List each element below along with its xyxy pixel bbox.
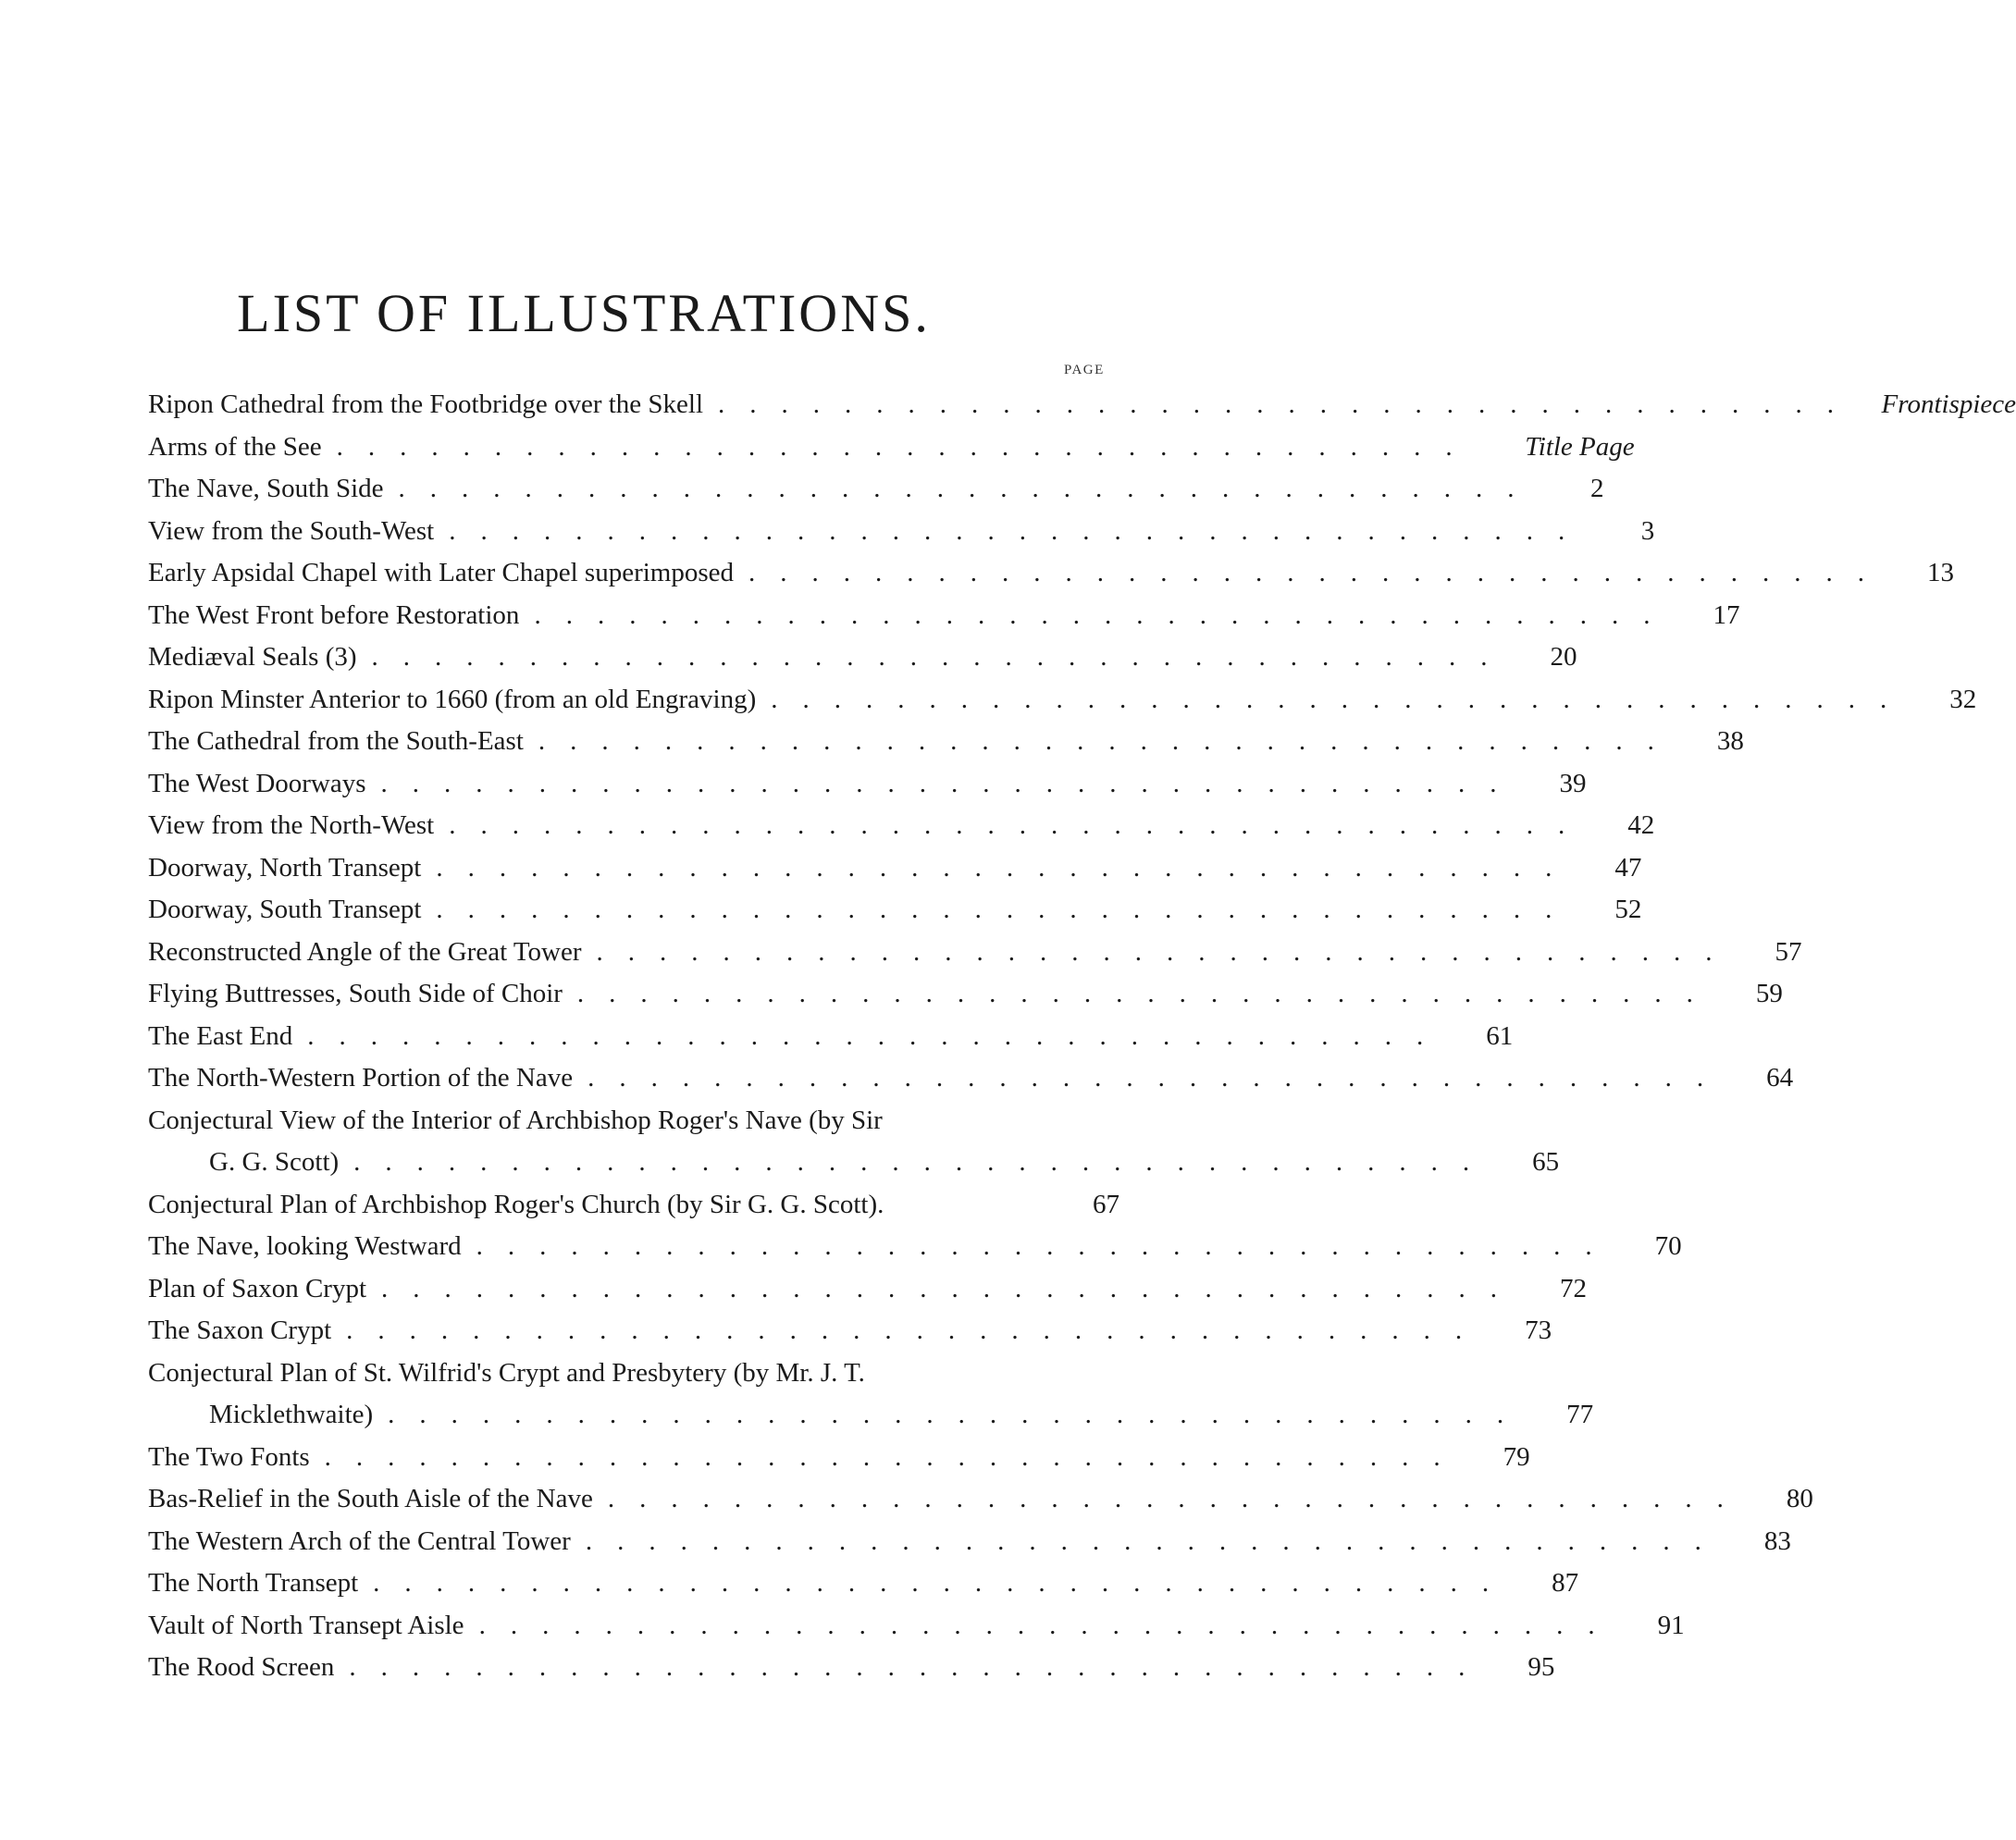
list-item	[148, 805, 1655, 847]
list-item	[148, 847, 1642, 890]
illustration-title: Early Apsidal Chapel with Later Chapel superimposed	[148, 558, 735, 587]
illustrations-list	[148, 384, 2016, 1689]
list-item	[148, 1226, 1682, 1268]
illustration-title: Conjectural View of the Interior of Archbishop Roger's Nave (by Sir	[148, 1105, 883, 1135]
list-item	[148, 636, 1577, 679]
dot-leader: ....................................	[748, 558, 1890, 587]
page-number: 59	[1755, 979, 1783, 1008]
page-number: 17	[1713, 599, 1740, 630]
illustration-title: Doorway, South Transept	[148, 895, 422, 924]
dot-leader: ....................................	[436, 852, 1577, 883]
page-number: 64	[1766, 1063, 1794, 1093]
page-number: 57	[1775, 936, 1802, 967]
list-item	[148, 511, 1655, 553]
page-number: 73	[1525, 1315, 1552, 1345]
illustration-title: Ripon Minster Anterior to 1660 (from an old Engraving)	[148, 684, 757, 714]
illustration-title: Bas-Relief in the South Aisle of the Nave	[148, 1484, 593, 1513]
illustration-title: The Two Fonts	[148, 1441, 310, 1472]
list-item	[148, 1184, 1119, 1227]
list-item	[148, 1352, 1594, 1437]
illustration-title: The North Transept	[148, 1568, 359, 1598]
dot-leader: ....................................	[449, 515, 1590, 546]
illustration-title: Vault of North Transept Aisle	[148, 1610, 464, 1640]
dot-leader: ....................................	[373, 1568, 1515, 1598]
page-number: 39	[1559, 768, 1587, 798]
illustration-title: The West Front before Restoration	[148, 599, 520, 630]
list-item	[148, 1016, 1514, 1058]
dot-leader: ....................................	[449, 810, 1590, 840]
illustration-title: Ripon Cathedral from the Footbridge over the Skell	[148, 389, 704, 419]
illustration-title: Conjectural Plan of St. Wilfrid's Crypt and Presbytery (by Mr. J. T.	[148, 1357, 865, 1388]
page-number: 32	[1949, 684, 1977, 714]
illustration-title: The East End	[148, 1020, 293, 1051]
list-item	[148, 1310, 1552, 1352]
page-number: 79	[1503, 1441, 1530, 1472]
illustration-title: The Western Arch of the Central Tower	[148, 1525, 571, 1556]
illustration-title: Reconstructed Angle of the Great Tower	[148, 936, 582, 967]
dot-leader: ....................................	[607, 1484, 1749, 1513]
dot-leader: ....................................	[576, 979, 1718, 1008]
page-number: 95	[1527, 1652, 1555, 1682]
page-number: 83	[1763, 1525, 1791, 1556]
dot-leader: ....................................	[388, 1400, 1529, 1429]
list-item	[148, 679, 1977, 722]
list-item	[148, 932, 1802, 974]
list-item	[148, 1647, 1555, 1689]
page-number: 2	[1590, 474, 1604, 503]
list-item	[148, 384, 2016, 426]
list-item	[148, 1057, 1794, 1100]
dot-leader: ....................................	[585, 1525, 1726, 1556]
page-number: 80	[1786, 1484, 1813, 1513]
illustration-title: The Saxon Crypt	[148, 1315, 332, 1345]
page-number: Title Page	[1525, 431, 1635, 462]
dot-leader: ....................................	[353, 1147, 1495, 1177]
dot-leader: ....................................	[346, 1315, 1488, 1345]
illustration-title: Doorway, North Transept	[148, 852, 422, 883]
list-item	[148, 1437, 1530, 1479]
illustration-title: View from the South-West	[148, 515, 435, 546]
page-number: 13	[1927, 558, 1955, 587]
illustration-title: The Nave, looking Westward	[148, 1231, 462, 1261]
page-number: 87	[1552, 1568, 1579, 1598]
page-number: 38	[1716, 726, 1744, 756]
illustration-title: Plan of Saxon Crypt	[148, 1273, 367, 1303]
dot-leader: ....................................	[349, 1652, 1490, 1682]
dot-leader: ....................................	[587, 1063, 1729, 1093]
dot-leader: ....................................	[398, 474, 1540, 503]
list-item	[148, 426, 1635, 469]
page-number: Frontispiece	[1881, 389, 2016, 419]
page-number: 67	[1093, 1189, 1119, 1219]
list-item	[148, 1268, 1588, 1311]
illustration-title: View from the North-West	[148, 810, 435, 840]
dot-leader: ....................................	[381, 1273, 1523, 1303]
illustration-title: The North-Western Portion of the Nave	[148, 1063, 574, 1093]
dot-leader: ....................................	[596, 936, 1738, 967]
page-number: 47	[1614, 852, 1642, 883]
page-number: 20	[1550, 642, 1577, 672]
list-item	[148, 721, 1744, 763]
dot-leader: ....................................	[478, 1610, 1620, 1640]
page-number: 70	[1654, 1231, 1682, 1261]
page-number: 77	[1566, 1400, 1594, 1429]
dot-leader: ....................................	[436, 895, 1577, 924]
list-item	[148, 1605, 1685, 1648]
illustration-title: Arms of the See	[148, 431, 322, 462]
page-column-header: PAGE	[1064, 363, 1105, 377]
dot-leader: ....................................	[534, 599, 1676, 630]
illustration-title-continuation: G. G. Scott)	[209, 1147, 340, 1177]
page-title: LIST OF ILLUSTRATIONS.	[237, 283, 931, 343]
page-number: 3	[1640, 515, 1655, 546]
illustration-title: The Rood Screen	[148, 1652, 335, 1682]
list-item	[148, 468, 1604, 511]
page-number: 72	[1560, 1273, 1588, 1303]
dot-leader: ....................................	[771, 684, 1912, 714]
page-number: 91	[1657, 1610, 1685, 1640]
illustration-title: The Cathedral from the South-East	[148, 726, 524, 756]
list-item	[148, 763, 1587, 806]
dot-leader: ....................................	[324, 1441, 1466, 1472]
page-number: 61	[1486, 1020, 1514, 1051]
illustration-title: Conjectural Plan of Archbishop Roger's Church (by Sir G. G. Scott).	[148, 1189, 884, 1219]
illustration-title: The West Doorways	[148, 768, 366, 798]
illustration-title-continuation: Micklethwaite)	[209, 1400, 374, 1429]
list-item	[148, 889, 1642, 932]
dot-leader: ....................................	[476, 1231, 1617, 1261]
dot-leader: ....................................	[718, 389, 1860, 419]
page-number: 52	[1614, 895, 1642, 924]
list-item	[148, 552, 1955, 595]
illustration-title: Flying Buttresses, South Side of Choir	[148, 979, 563, 1008]
illustration-title: Mediæval Seals (3)	[148, 642, 357, 672]
list-item	[148, 1562, 1579, 1605]
dot-leader: ....................................	[307, 1020, 1449, 1051]
list-item	[148, 595, 1740, 637]
list-item	[148, 973, 1783, 1016]
dot-leader: ....................................	[538, 726, 1679, 756]
list-item	[148, 1100, 1560, 1184]
page-number: 65	[1532, 1147, 1560, 1177]
dot-leader: ....................................	[380, 768, 1522, 798]
dot-leader: ....................................	[371, 642, 1513, 672]
dot-leader: ....................................	[336, 431, 1478, 462]
list-item	[148, 1521, 1791, 1563]
page-number: 42	[1627, 810, 1655, 840]
list-item	[148, 1478, 1813, 1521]
illustration-title: The Nave, South Side	[148, 474, 384, 503]
